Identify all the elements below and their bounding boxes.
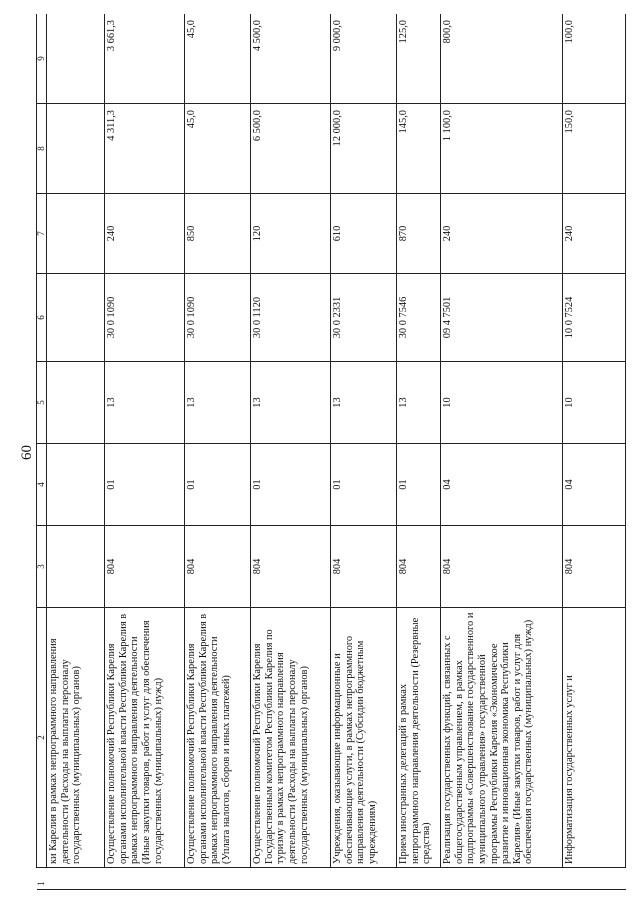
row-code-4: 04 (441, 444, 563, 526)
row-amount-9: 3 661,3 (105, 14, 185, 104)
row-marker (251, 868, 331, 890)
row-amount-8: 45,0 (185, 104, 251, 194)
row-description: Осуществление полномочий Республики Карелия органами исполнительной власти Республики Карелия в рамках непрограммного направления деятельности (Уплата налогов, сборов и иных платежей) (185, 608, 251, 868)
table-row (397, 14, 441, 890)
row-amount-8: 6 500,0 (251, 104, 331, 194)
row-code-7 (47, 194, 105, 274)
row-description: Учреждения, оказывающие информационные и обеспечивающие услуги, в рамках непрограммного направления деятельности (Субсидии бюджетным учреждениям) (331, 608, 397, 868)
table-row (105, 14, 185, 890)
row-code-5: 10 (441, 362, 563, 444)
row-code-4: 01 (185, 444, 251, 526)
row-code-3: 804 (441, 526, 563, 608)
row-code-5: 10 (563, 362, 626, 444)
header-col-1: 1 (37, 868, 47, 890)
table-row (331, 14, 397, 890)
row-code-3: 804 (397, 526, 441, 608)
row-amount-8: 1 100,0 (441, 104, 563, 194)
row-description: Осуществление полномочий Республики Карелия Государственным комитетом Республики Карелия по туризму в рамках непрограммного направления деятельности (Расходы на выплаты персоналу государственных (муниципальных) органов) (251, 608, 331, 868)
row-code-5: 13 (105, 362, 185, 444)
row-code-7: 120 (251, 194, 331, 274)
row-code-7: 240 (105, 194, 185, 274)
row-amount-9: 100,0 (563, 14, 626, 104)
rotated-table-container (36, 14, 626, 890)
row-code-4 (47, 444, 105, 526)
row-marker (185, 868, 251, 890)
table-row (185, 14, 251, 890)
header-col-3: 3 (37, 526, 47, 608)
table-row (47, 14, 105, 890)
header-col-5: 5 (37, 362, 47, 444)
header-col-9: 9 (37, 14, 47, 104)
row-code-3 (47, 526, 105, 608)
row-marker (47, 868, 105, 890)
row-description: Реализация государственных функций, связанных с общегосударственным управлением, в рамках подпрограммы «Совершенствование государственного и муниципального управления» государственной программы Республики Карелия «Экономическое развитие и инновационная экономика Республики Карелия» (Иные закупки товаров, работ и услуг для обеспечения государственных (муниципальных) нужд) (441, 608, 563, 868)
row-code-3: 804 (563, 526, 626, 608)
row-code-6: 30 0 1120 (251, 274, 331, 362)
row-description: ки Карелия в рамках непрограммного направления деятельности (Расходы на выплаты персоналу государственных (муниципальных) органов) (47, 608, 105, 868)
row-amount-8: 150,0 (563, 104, 626, 194)
row-code-3: 804 (105, 526, 185, 608)
row-amount-9: 45,0 (185, 14, 251, 104)
row-code-4: 01 (331, 444, 397, 526)
row-code-4: 04 (563, 444, 626, 526)
row-amount-9: 9 000,0 (331, 14, 397, 104)
header-col-8: 8 (37, 104, 47, 194)
row-description: Информатизация государственных услуг и (563, 608, 626, 868)
row-code-7: 850 (185, 194, 251, 274)
header-col-4: 4 (37, 444, 47, 526)
row-code-6: 30 0 2331 (331, 274, 397, 362)
table-row (251, 14, 331, 890)
row-amount-9: 4 500,0 (251, 14, 331, 104)
row-code-3: 804 (331, 526, 397, 608)
row-code-6 (47, 274, 105, 362)
row-marker (563, 868, 626, 890)
table-sheet (36, 14, 626, 890)
row-code-3: 804 (185, 526, 251, 608)
row-amount-8: 145,0 (397, 104, 441, 194)
row-code-7: 240 (441, 194, 563, 274)
header-col-6: 6 (37, 274, 47, 362)
row-code-5: 13 (185, 362, 251, 444)
row-code-5 (47, 362, 105, 444)
page-number: 60 (18, 445, 35, 460)
row-code-7: 870 (397, 194, 441, 274)
row-code-6: 30 0 7546 (397, 274, 441, 362)
row-code-4: 01 (105, 444, 185, 526)
row-code-6: 09 4 7501 (441, 274, 563, 362)
row-code-5: 13 (251, 362, 331, 444)
row-code-6: 10 0 7524 (563, 274, 626, 362)
row-code-5: 13 (397, 362, 441, 444)
header-col-7: 7 (37, 194, 47, 274)
row-description: Осуществление полномочий Республики Карелия органами исполнительной власти Республики Карелия в рамках непрограммного направления деятельности (Иные закупки товаров, работ и услуг для обеспечения государственных (муниципальных) нужд) (105, 608, 185, 868)
row-marker (397, 868, 441, 890)
row-amount-8: 4 311,3 (105, 104, 185, 194)
row-amount-8: 12 000,0 (331, 104, 397, 194)
row-marker (441, 868, 563, 890)
row-code-4: 01 (251, 444, 331, 526)
row-amount-9: 125,0 (397, 14, 441, 104)
row-marker (105, 868, 185, 890)
row-amount-9: 800,0 (441, 14, 563, 104)
header-row (37, 14, 47, 890)
row-code-7: 610 (331, 194, 397, 274)
row-marker (331, 868, 397, 890)
row-description: Прием иностранных делегаций в рамках непрограммного направления деятельности (Резервные средства) (397, 608, 441, 868)
table-row (441, 14, 563, 890)
row-code-6: 30 0 1090 (105, 274, 185, 362)
row-code-6: 30 0 1090 (185, 274, 251, 362)
row-amount-8 (47, 104, 105, 194)
row-code-5: 13 (331, 362, 397, 444)
row-amount-9 (47, 14, 105, 104)
budget-table (36, 14, 626, 890)
header-col-2: 2 (37, 608, 47, 868)
row-code-3: 804 (251, 526, 331, 608)
row-code-4: 01 (397, 444, 441, 526)
table-row (563, 14, 626, 890)
row-code-7: 240 (563, 194, 626, 274)
